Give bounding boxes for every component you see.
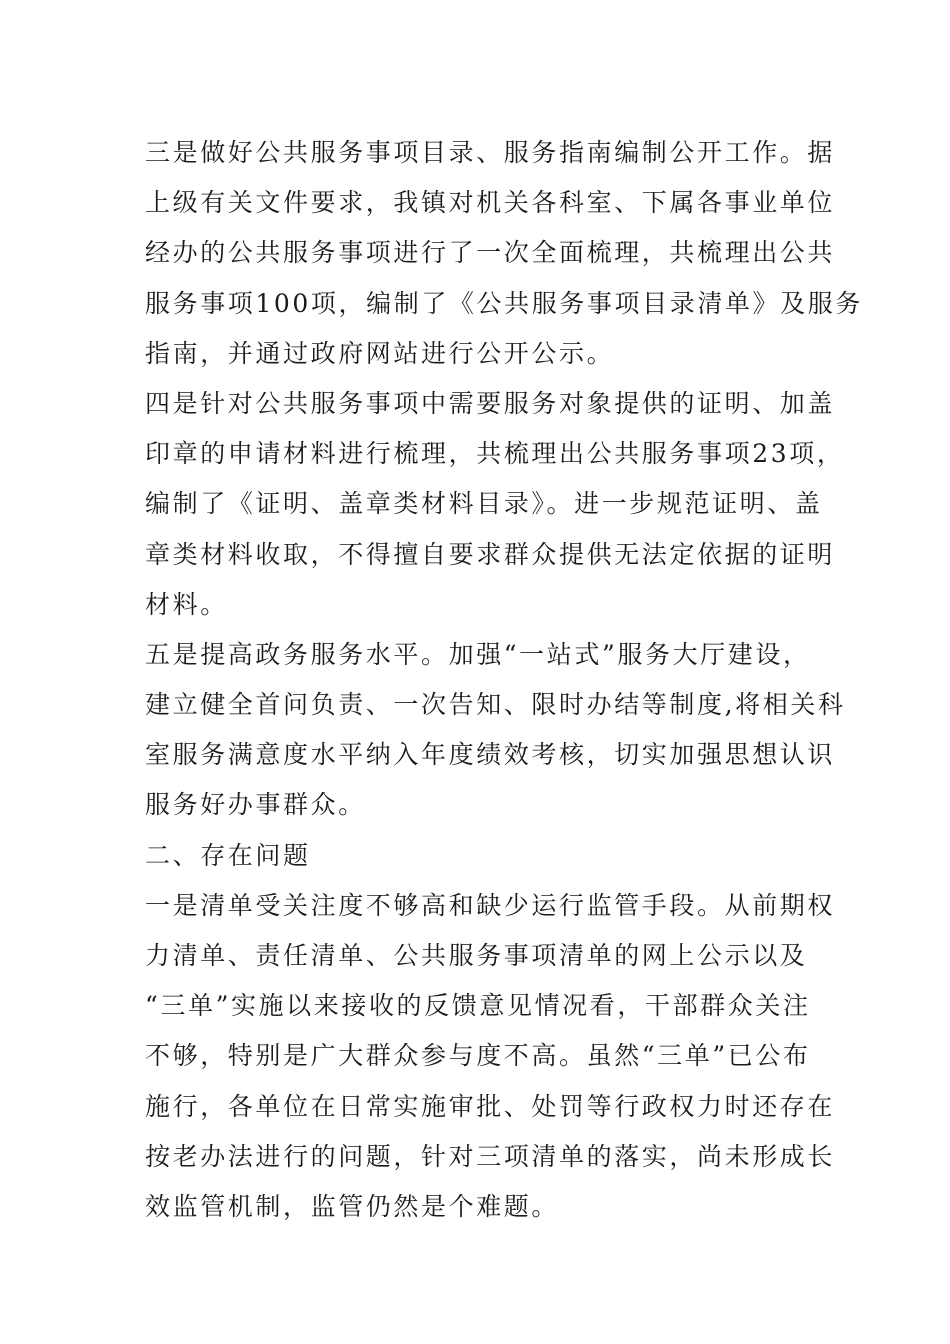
section-heading: 二、存在问题 — [145, 840, 311, 870]
text-line: 指南，并通过政府网站进行公开公示。 — [145, 338, 615, 368]
text-line: “三单”实施以来接收的反馈意见情况看，干部群众关注 — [145, 991, 811, 1021]
text-line: 印章的申请材料进行梳理，共梳理出公共服务事项23项， — [145, 439, 845, 469]
text-line: 经办的公共服务事项进行了一次全面梳理，共梳理出公共 — [145, 238, 836, 268]
paragraph-certificate-materials — [145, 379, 845, 630]
text-line: 建立健全首问负责、一次告知、限时办结等制度,将相关科 — [145, 690, 846, 720]
text-line: 五是提高政务服务水平。加强“一站式”服务大厅建设， — [145, 639, 811, 669]
document-body — [145, 128, 863, 1232]
paragraph-problem-one — [145, 881, 836, 1232]
text-line: 服务事项100项，编制了《公共服务事项目录清单》及服务 — [145, 288, 863, 318]
text-line: 一是清单受关注度不够高和缺少运行监管手段。从前期权 — [145, 890, 836, 920]
paragraph-service-level — [145, 630, 846, 831]
text-line: 按老办法进行的问题，针对三项清单的落实，尚未形成长 — [145, 1141, 836, 1171]
section-heading-problems — [145, 831, 815, 881]
paragraph-service-catalog — [145, 128, 863, 379]
text-line: 室服务满意度水平纳入年度绩效考核，切实加强思想认识 — [145, 740, 836, 770]
text-line: 效监管机制，监管仍然是个难题。 — [145, 1191, 560, 1221]
text-line: 四是针对公共服务事项中需要服务对象提供的证明、加盖 — [145, 388, 836, 418]
text-line: 编制了《证明、盖章类材料目录》。进一步规范证明、盖 — [145, 489, 823, 519]
text-line: 施行，各单位在日常实施审批、处罚等行政权力时还存在 — [145, 1091, 836, 1121]
text-line: 三是做好公共服务事项目录、服务指南编制公开工作。据 — [145, 138, 836, 167]
text-line: 不够，特别是广大群众参与度不高。虽然“三单”已公布 — [145, 1041, 811, 1071]
text-line: 材料。 — [145, 589, 228, 619]
text-line: 章类材料收取，不得擅自要求群众提供无法定依据的证明 — [145, 539, 836, 569]
text-line: 上级有关文件要求，我镇对机关各科室、下属各事业单位 — [145, 188, 836, 218]
text-line: 服务好办事群众。 — [145, 790, 366, 820]
text-line: 力清单、责任清单、公共服务事项清单的网上公示以及 — [145, 941, 808, 970]
